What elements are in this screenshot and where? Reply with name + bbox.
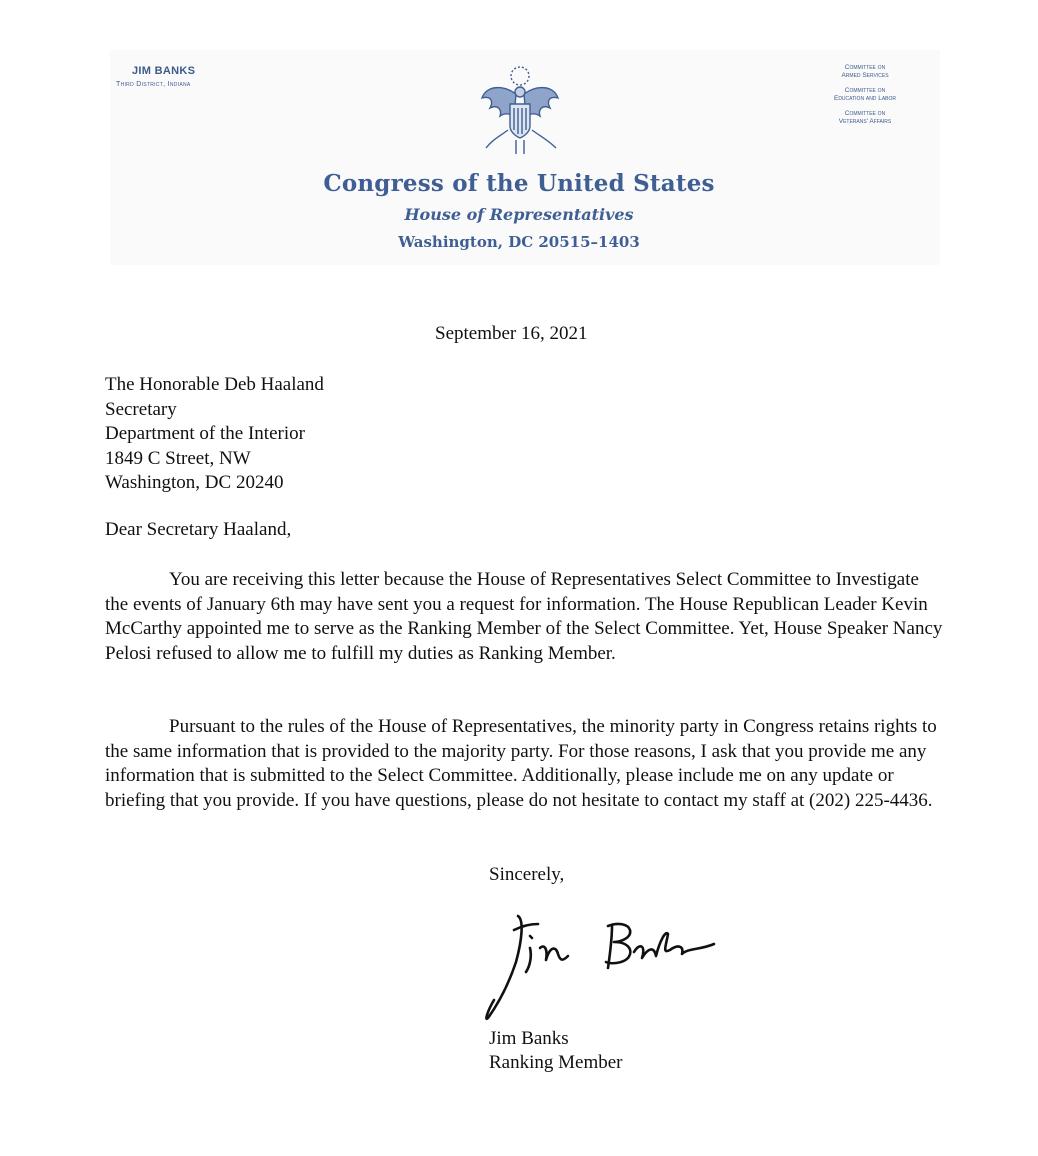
recipient-line: Secretary xyxy=(105,398,177,420)
signer-name: Jim Banks xyxy=(489,1028,569,1049)
signer-title: Ranking Member xyxy=(489,1052,623,1073)
committee-list xyxy=(810,64,920,133)
member-name: JIM BANKS xyxy=(132,65,196,77)
congress-title: Congress of the United States xyxy=(323,170,715,197)
body-paragraph-text: You are receiving this letter because the House of Representatives Select Committee to Investigate the events of January 6th may have sent you a request for information. The House Republican Leader Kevin McCarthy appointed me to serve as the Ranking Member of the Select Committee. Yet, House Speaker Nancy Pelosi refused to allow me to fulfill my duties as Ranking Member. xyxy=(105,569,943,664)
closing: Sincerely, xyxy=(489,864,565,885)
letter-date: September 16, 2021 xyxy=(435,323,588,344)
body-paragraph-text: Pursuant to the rules of the House of Representatives, the minority party in Congress retains rights to the same information that is provided to the majority party. For those reasons, I ask that you provide me any information that is submitted to the Select Committee. Additionally, please include me on any update or briefing that you provide. If you have questions, please do not hesitate to contact my staff at (202) 225-4436. xyxy=(105,716,937,811)
body-paragraph xyxy=(105,568,945,666)
recipient-block xyxy=(105,373,324,496)
house-seal-eagle-icon xyxy=(472,64,568,158)
recipient-line: 1849 C Street, NW xyxy=(105,447,251,469)
body-paragraph xyxy=(105,715,945,813)
committee-name: Education and Labor xyxy=(833,95,897,102)
committee-label: Committee on xyxy=(844,110,886,117)
recipient-line: Department of the Interior xyxy=(105,423,305,444)
committee-name: Veterans' Affairs xyxy=(838,118,892,125)
letterhead-address: Washington, DC 20515–1403 xyxy=(398,233,640,251)
recipient-line: The Honorable Deb Haaland xyxy=(105,374,324,395)
committee-name: Armed Services xyxy=(841,72,889,79)
committee-label: Committee on xyxy=(844,64,886,71)
committee-item xyxy=(810,64,920,80)
committee-item xyxy=(810,110,920,126)
handwritten-signature xyxy=(478,900,738,1030)
member-district: Third District, Indiana xyxy=(116,81,191,88)
recipient-line: Washington, DC 20240 xyxy=(105,472,284,493)
committee-item xyxy=(810,87,920,103)
house-title: House of Representatives xyxy=(404,205,634,224)
salutation: Dear Secretary Haaland, xyxy=(105,519,292,540)
committee-label: Committee on xyxy=(844,87,886,94)
